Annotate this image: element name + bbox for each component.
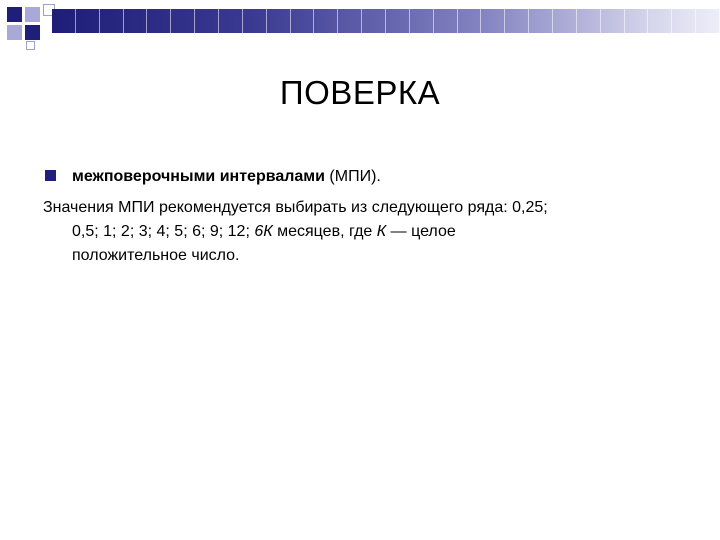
bullet-square-icon [45, 170, 56, 181]
header-decoration [0, 0, 720, 50]
decor-square [7, 25, 22, 40]
bullet-rest-text: (МПИ). [324, 168, 381, 185]
italic-term: К [376, 223, 387, 240]
page-title: ПОВЕРКА [279, 74, 441, 111]
paragraph-line-3: положительное число. [72, 247, 240, 264]
decor-square [7, 7, 22, 22]
decor-square [26, 41, 35, 50]
decor-square [25, 7, 40, 22]
decor-square [25, 25, 40, 40]
bullet-item [72, 168, 381, 186]
body-paragraph [43, 196, 693, 268]
paragraph-line-2 [43, 220, 693, 244]
gradient-bar-cells [52, 9, 720, 33]
italic-term: 6К [254, 223, 273, 240]
bullet-bold-text: межповерочными интервалами [72, 168, 325, 185]
text-segment: месяцев, где [272, 223, 377, 240]
text-segment: — целое [386, 223, 456, 240]
text-segment: 0,5; 1; 2; 3; 4; 5; 6; 9; 12; [72, 223, 255, 240]
paragraph-line-1: Значения МПИ рекомендуется выбирать из следующего ряда: 0,25; [43, 199, 548, 216]
